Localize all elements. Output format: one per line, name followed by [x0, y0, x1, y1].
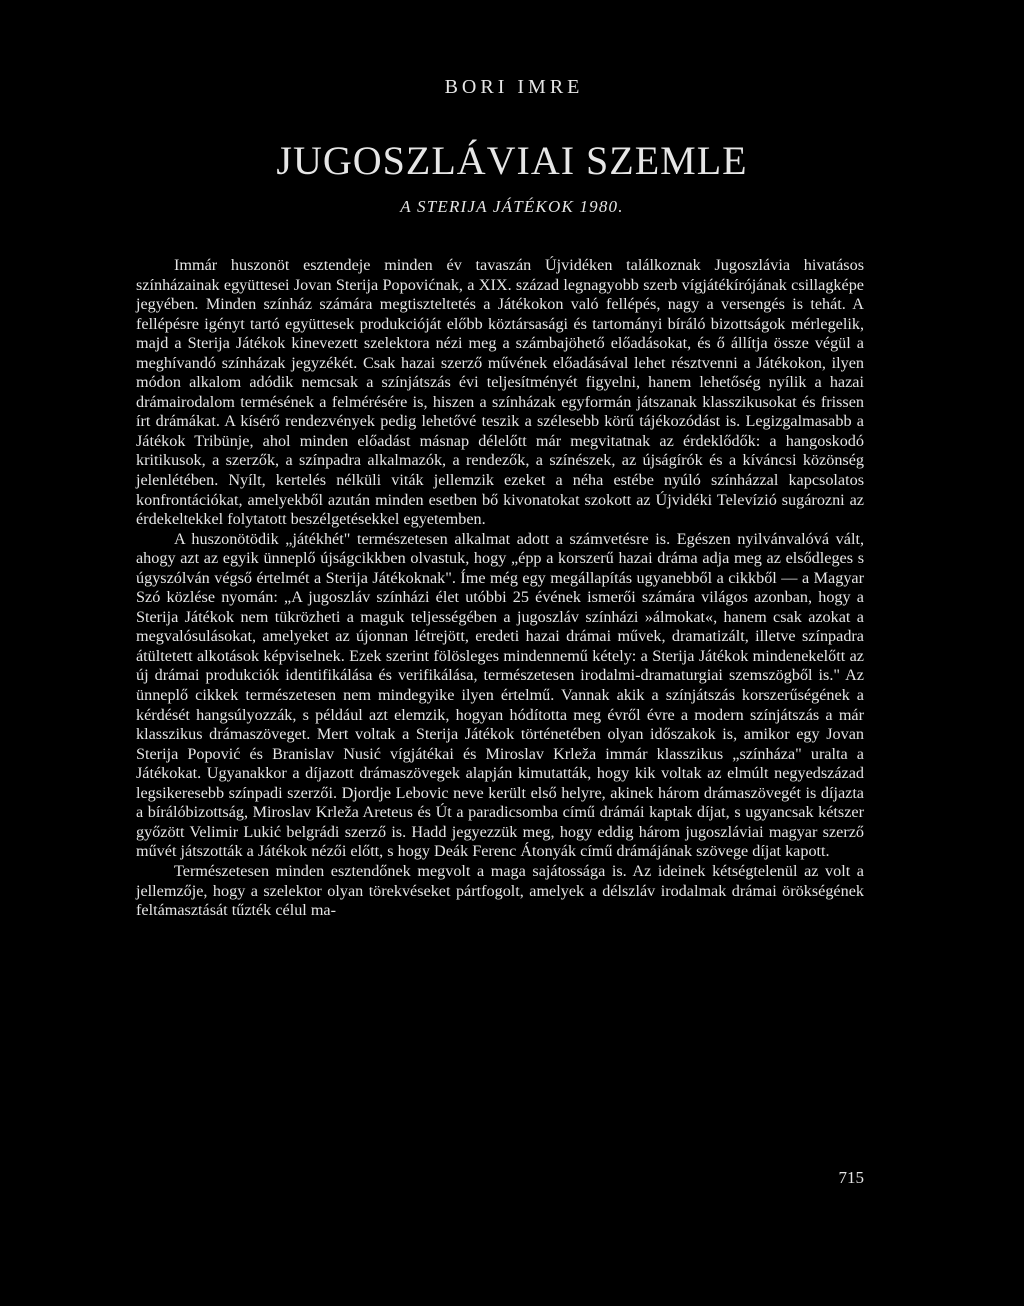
paragraph-2: A huszonötödik „játékhét" természetesen alkalmat adott a számvetésre is. Egészen nyilvánvalóvá vált, ahogy azt az egyik ünneplő újságcikkben olvastuk, hogy „épp a korszerű hazai dráma adja meg az elsődleges s úgyszólván végső értelmét a Sterija Játékoknak". Íme még egy megállapítás ugyanebből a cikkből — a Magyar Szó közlése nyomán: „A jugoszláv színházi élet utóbbi 25 évének ismerői számára világos azonban, hogy a Sterija Játékok nem tükrözheti a maguk teljességében a jugoszláv színházi »álmokat«, hanem csak azokat a megvalósulásokat, amelyeket az újonnan létrejött, eredeti hazai drámai művek, dramatizált, illetve színpadra átültetett alkotások képviselnek. Ezek szerint fölösleges mindennemű kétely: a Sterija Játékok mindenekelőtt az új drámai produkciók identifikálása és verifikálása, természetesen irodalmi-dramaturgiai szemszögből is." Az ünneplő cikkek természetesen nem mindegyike ilyen értelmű. Vannak akik a színjátszás korszerűségének a kérdését hangsúlyozzák, s például azt elemzik, hogyan hódította meg évről évre a modern színjátszás a már klasszikus drámaszöveget. Mert voltak a Sterija Játékok történetében olyan időszakok is, amikor egy Jovan Sterija Popović és Branislav Nusić vígjátékai és Miroslav Krleža immár klasszikus „színháza" uralta a Játékokat. Ugyanakkor a díjazott drámaszövegek alapján kimutatták, hogy kik voltak az elmúlt negyedszázad legsikeresebb színpadi szerzői. Djordje Lebovic neve került első helyre, akinek három drámaszövegét is díjazta a bírálóbizottság, Miroslav Krleža Areteus és Út a paradicsomba című drámái kaptak díjat, s ugyancsak kétszer győzött Velimir Lukić belgrádi szerző is. Hadd jegyezzük meg, hogy eddig három jugoszláviai magyar szerző művét játszották a Játékok nézői előtt, s hogy Deák Ferenc Átonyák című drámájának szövege díjat kapott. — [136, 529, 864, 861]
paragraph-3: Természetesen minden esztendőnek megvolt a maga sajátossága is. Az ideinek kétségtelenül az volt a jellemzője, hogy a szelektor olyan törekvéseket pártfogolt, amelyek a délszláv irodalmak drámai örökségének feltámasztását tűzték célul ma- — [136, 861, 864, 920]
article-body — [136, 256, 864, 921]
author-name: BORI IMRE — [444, 76, 584, 98]
article-title: JUGOSZLÁVIAI SZEMLE — [276, 138, 748, 183]
paragraph-1: Immár huszonöt esztendeje minden év tavaszán Újvidéken találkoznak Jugoszlávia hivatásos színházainak együttesei Jovan Sterija Popovićnak, a XIX. század legnagyobb szerb vígjátékírójának csillagképe jegyében. Minden színház számára megtiszteltetés a Játékokon való fellépés, nagy a versengés is tehát. A fellépésre igényt tartó együttesek produkcióját előbb köztársasági és tartományi bíráló bizottságok mérlegelik, majd a Sterija Játékok kinevezett szelektora nézi meg a számbajöhető előadásokat, és ő állítja össze végül a meghívandó színházak jegyzékét. Csak hazai szerző művének előadásával lehet résztvenni a Játékokon, ilyen módon alkalom adódik nemcsak a színjátszás évi teljesítményét figyelni, hanem lehetőség nyílik a hazai drámairodalom termésének a felmérésére is, hiszen a színházak egyformán játszanak klasszikusokat és frissen írt drámákat. A kísérő rendezvények pedig lehetővé teszik a szélesebb körű tájékozódást is. Legizgalmasabb a Játékok Tribünje, ahol minden előadást másnap délelőtt már megvitatnak az érdeklődők: a hangoskodó kritikusok, a szerzők, a színpadra alkalmazók, a rendezők, a színészek, az újságírók és a kíváncsi közönség jelenlétében. Nyílt, kertelés nélküli viták jellemzik ezeket a néha estébe nyúló színházzal kapcsolatos konfrontációkat, amelyekből azután minden esetben bő kivonatokat szokott az Újvidéki Televízió sugározni az érdekeltekkel folytatott beszélgetésekkel egyetemben. — [136, 256, 864, 529]
article-subtitle: A STERIJA JÁTÉKOK 1980. — [400, 197, 624, 216]
page-number: 715 — [838, 1168, 864, 1187]
